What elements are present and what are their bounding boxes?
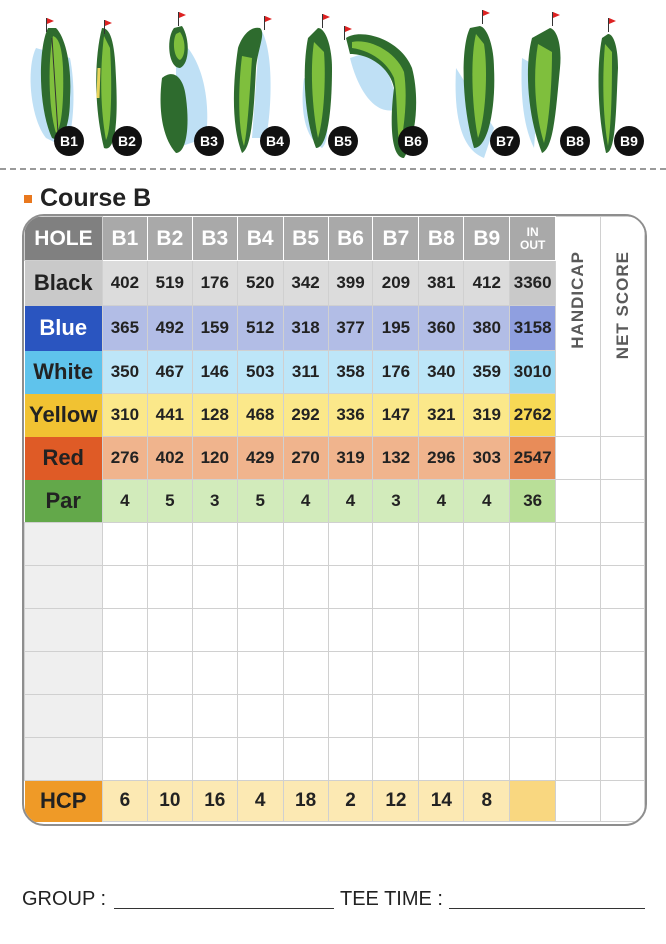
yardage-cell: 467 (147, 351, 192, 394)
score-row (25, 738, 645, 781)
yardage-cell: 359 (464, 351, 510, 394)
score-cell[interactable] (464, 566, 510, 609)
hole-map-b3 (156, 8, 222, 160)
hole-number: B6 (328, 217, 373, 261)
yardage-cell: 4 (328, 480, 373, 523)
hole-number: B5 (283, 217, 328, 261)
scorecard (22, 214, 647, 826)
score-cell[interactable] (373, 695, 419, 738)
score-cell[interactable] (283, 652, 328, 695)
score-cell[interactable] (328, 609, 373, 652)
out-label: OUT (520, 237, 546, 252)
score-cell[interactable] (601, 652, 645, 695)
tee-label: White (25, 351, 103, 394)
tee-row (25, 261, 645, 306)
player-name-cell[interactable] (25, 609, 103, 652)
yardage-cell: 176 (373, 351, 419, 394)
dashed-divider (0, 168, 666, 170)
score-cell[interactable] (283, 566, 328, 609)
hcp-cell: 6 (102, 781, 147, 822)
score-cell[interactable] (373, 738, 419, 781)
yardage-cell: 4 (464, 480, 510, 523)
yardage-cell: 4 (419, 480, 464, 523)
yardage-cell: 303 (464, 437, 510, 480)
course-title-text: Course B (40, 184, 152, 212)
yardage-cell: 519 (147, 261, 192, 306)
score-cell[interactable] (464, 652, 510, 695)
course-title (24, 184, 151, 213)
tee-label: Blue (25, 306, 103, 351)
hole-number: B1 (102, 217, 147, 261)
total-cell: 2547 (510, 437, 556, 480)
yardage-cell: 365 (102, 306, 147, 351)
hole-badge: B4 (260, 126, 290, 156)
score-cell[interactable] (192, 738, 237, 781)
score-cell[interactable] (373, 609, 419, 652)
player-name-cell[interactable] (25, 566, 103, 609)
hole-badge: B2 (112, 126, 142, 156)
score-cell[interactable] (556, 652, 601, 695)
tee-label: Yellow (25, 394, 103, 437)
score-cell[interactable] (192, 609, 237, 652)
total-cell: 3010 (510, 351, 556, 394)
yardage-cell: 512 (237, 306, 283, 351)
total-cell: 3158 (510, 306, 556, 351)
hole-map-b8 (520, 8, 586, 160)
yardage-cell: 429 (237, 437, 283, 480)
yardage-cell: 402 (102, 261, 147, 306)
yardage-cell: 340 (419, 351, 464, 394)
net-score-cell[interactable] (601, 437, 645, 480)
yardage-cell: 296 (419, 437, 464, 480)
tee-row (25, 306, 645, 351)
hcp-cell: 2 (328, 781, 373, 822)
hole-map-b6 (340, 8, 430, 160)
tee-time-input-line[interactable] (449, 908, 645, 909)
hcp-cell: 12 (373, 781, 419, 822)
yardage-cell: 146 (192, 351, 237, 394)
tee-row (25, 351, 645, 394)
yardage-cell: 377 (328, 306, 373, 351)
hole-badge: B9 (614, 126, 644, 156)
yardage-cell: 503 (237, 351, 283, 394)
yardage-cell: 292 (283, 394, 328, 437)
yardage-cell: 310 (102, 394, 147, 437)
handicap-header (556, 217, 601, 437)
score-cell[interactable] (102, 695, 147, 738)
yardage-cell: 311 (283, 351, 328, 394)
tee-row (25, 480, 645, 523)
score-cell[interactable] (419, 695, 464, 738)
score-cell[interactable] (237, 523, 283, 566)
yardage-cell: 3 (373, 480, 419, 523)
score-cell[interactable] (102, 652, 147, 695)
score-cell[interactable] (102, 738, 147, 781)
hole-map-b2 (86, 8, 152, 160)
hcp-total-cell (510, 781, 556, 822)
score-cell[interactable] (283, 609, 328, 652)
yardage-cell: 342 (283, 261, 328, 306)
score-cell[interactable] (373, 566, 419, 609)
score-cell[interactable] (556, 523, 601, 566)
tee-label: Par (25, 480, 103, 523)
score-cell[interactable] (192, 652, 237, 695)
score-cell[interactable] (601, 609, 645, 652)
hcp-cell: 14 (419, 781, 464, 822)
score-cell[interactable] (328, 738, 373, 781)
score-cell[interactable] (147, 738, 192, 781)
score-cell[interactable] (464, 609, 510, 652)
score-cell[interactable] (373, 523, 419, 566)
hole-badge: B7 (490, 126, 520, 156)
score-cell[interactable] (147, 523, 192, 566)
yardage-cell: 195 (373, 306, 419, 351)
handicap-label: HANDICAP (568, 251, 588, 349)
player-name-cell[interactable] (25, 523, 103, 566)
tee-time-label: TEE TIME : (340, 888, 443, 910)
score-cell[interactable] (510, 566, 556, 609)
yardage-cell: 520 (237, 261, 283, 306)
score-row (25, 566, 645, 609)
score-cell[interactable] (328, 695, 373, 738)
score-cell[interactable] (102, 609, 147, 652)
yardage-cell: 120 (192, 437, 237, 480)
score-cell[interactable] (328, 652, 373, 695)
score-cell[interactable] (464, 738, 510, 781)
score-cell[interactable] (556, 566, 601, 609)
score-cell[interactable] (601, 566, 645, 609)
handicap-cell[interactable] (556, 781, 601, 822)
handicap-cell[interactable] (556, 437, 601, 480)
yardage-cell: 132 (373, 437, 419, 480)
hole-number: B7 (373, 217, 419, 261)
score-cell[interactable] (601, 695, 645, 738)
score-cell[interactable] (237, 566, 283, 609)
yardage-cell: 412 (464, 261, 510, 306)
hole-number: B8 (419, 217, 464, 261)
score-cell[interactable] (147, 652, 192, 695)
score-cell[interactable] (464, 695, 510, 738)
net-score-label: NET SCORE (612, 251, 632, 360)
yardage-cell: 381 (419, 261, 464, 306)
yardage-cell: 159 (192, 306, 237, 351)
score-cell[interactable] (283, 695, 328, 738)
yardage-cell: 492 (147, 306, 192, 351)
total-cell: 36 (510, 480, 556, 523)
score-row (25, 695, 645, 738)
yardage-cell: 5 (147, 480, 192, 523)
net-score-cell[interactable] (601, 781, 645, 822)
yardage-cell: 3 (192, 480, 237, 523)
yardage-cell: 360 (419, 306, 464, 351)
score-cell[interactable] (601, 738, 645, 781)
yardage-cell: 441 (147, 394, 192, 437)
score-cell[interactable] (102, 523, 147, 566)
hcp-label: HCP (25, 781, 103, 822)
tee-label: Black (25, 261, 103, 306)
yardage-cell: 4 (283, 480, 328, 523)
hcp-cell: 18 (283, 781, 328, 822)
yardage-cell: 380 (464, 306, 510, 351)
net-score-cell[interactable] (601, 480, 645, 523)
score-cell[interactable] (283, 523, 328, 566)
yardage-cell: 358 (328, 351, 373, 394)
hole-badge: B3 (194, 126, 224, 156)
score-cell[interactable] (556, 609, 601, 652)
score-cell[interactable] (419, 609, 464, 652)
yardage-cell: 176 (192, 261, 237, 306)
group-input-line[interactable] (114, 908, 334, 909)
hole-badge: B8 (560, 126, 590, 156)
yardage-cell: 402 (147, 437, 192, 480)
score-cell[interactable] (283, 738, 328, 781)
score-cell[interactable] (237, 738, 283, 781)
total-cell: 3360 (510, 261, 556, 306)
score-cell[interactable] (237, 695, 283, 738)
score-cell[interactable] (419, 652, 464, 695)
score-cell[interactable] (510, 523, 556, 566)
score-row (25, 652, 645, 695)
score-cell[interactable] (328, 566, 373, 609)
yardage-cell: 5 (237, 480, 283, 523)
hole-number: B4 (237, 217, 283, 261)
in-label: IN (526, 224, 539, 239)
yardage-cell: 319 (464, 394, 510, 437)
hole-number: B2 (147, 217, 192, 261)
score-cell[interactable] (328, 523, 373, 566)
total-cell: 2762 (510, 394, 556, 437)
hcp-cell: 4 (237, 781, 283, 822)
score-row (25, 523, 645, 566)
score-cell[interactable] (147, 566, 192, 609)
tee-label: Red (25, 437, 103, 480)
yardage-cell: 318 (283, 306, 328, 351)
yardage-cell: 270 (283, 437, 328, 480)
yardage-cell: 209 (373, 261, 419, 306)
score-row (25, 609, 645, 652)
yardage-cell: 399 (328, 261, 373, 306)
yardage-cell: 350 (102, 351, 147, 394)
scorecard-table (24, 216, 645, 822)
hcp-cell: 16 (192, 781, 237, 822)
score-cell[interactable] (510, 695, 556, 738)
score-cell[interactable] (192, 523, 237, 566)
hole-maps-strip (0, 0, 666, 165)
hole-map-b7 (454, 8, 520, 160)
hole-badge: B6 (398, 126, 428, 156)
score-cell[interactable] (556, 695, 601, 738)
score-cell[interactable] (192, 566, 237, 609)
score-cell[interactable] (601, 523, 645, 566)
in-out-header (510, 217, 556, 261)
score-cell[interactable] (419, 523, 464, 566)
hcp-cell: 10 (147, 781, 192, 822)
score-cell[interactable] (419, 566, 464, 609)
bullet-square-icon (24, 195, 32, 203)
tee-row (25, 437, 645, 480)
yardage-cell: 321 (419, 394, 464, 437)
score-cell[interactable] (510, 652, 556, 695)
score-cell[interactable] (510, 609, 556, 652)
score-cell[interactable] (102, 566, 147, 609)
yardage-cell: 4 (102, 480, 147, 523)
yardage-cell: 319 (328, 437, 373, 480)
tee-row (25, 394, 645, 437)
score-cell[interactable] (147, 609, 192, 652)
hole-number: B9 (464, 217, 510, 261)
hcp-cell: 8 (464, 781, 510, 822)
hole-map-b1 (26, 8, 92, 160)
score-cell[interactable] (464, 523, 510, 566)
score-cell[interactable] (192, 695, 237, 738)
score-cell[interactable] (556, 738, 601, 781)
yardage-cell: 468 (237, 394, 283, 437)
score-cell[interactable] (510, 738, 556, 781)
player-name-cell[interactable] (25, 738, 103, 781)
score-cell[interactable] (147, 695, 192, 738)
group-label: GROUP : (22, 888, 107, 910)
hole-badge: B5 (328, 126, 358, 156)
hole-map-b4 (226, 8, 292, 160)
score-cell[interactable] (237, 652, 283, 695)
handicap-cell[interactable] (556, 480, 601, 523)
yardage-cell: 276 (102, 437, 147, 480)
net-score-header (601, 217, 645, 437)
hole-map-b9 (590, 8, 656, 160)
score-cell[interactable] (419, 738, 464, 781)
yardage-cell: 147 (373, 394, 419, 437)
hole-number: B3 (192, 217, 237, 261)
player-name-cell[interactable] (25, 695, 103, 738)
header-row (25, 217, 645, 261)
score-cell[interactable] (237, 609, 283, 652)
hcp-row (25, 781, 645, 822)
yardage-cell: 336 (328, 394, 373, 437)
score-cell[interactable] (373, 652, 419, 695)
yardage-cell: 128 (192, 394, 237, 437)
player-name-cell[interactable] (25, 652, 103, 695)
hole-header: HOLE (25, 217, 103, 261)
hole-badge: B1 (54, 126, 84, 156)
